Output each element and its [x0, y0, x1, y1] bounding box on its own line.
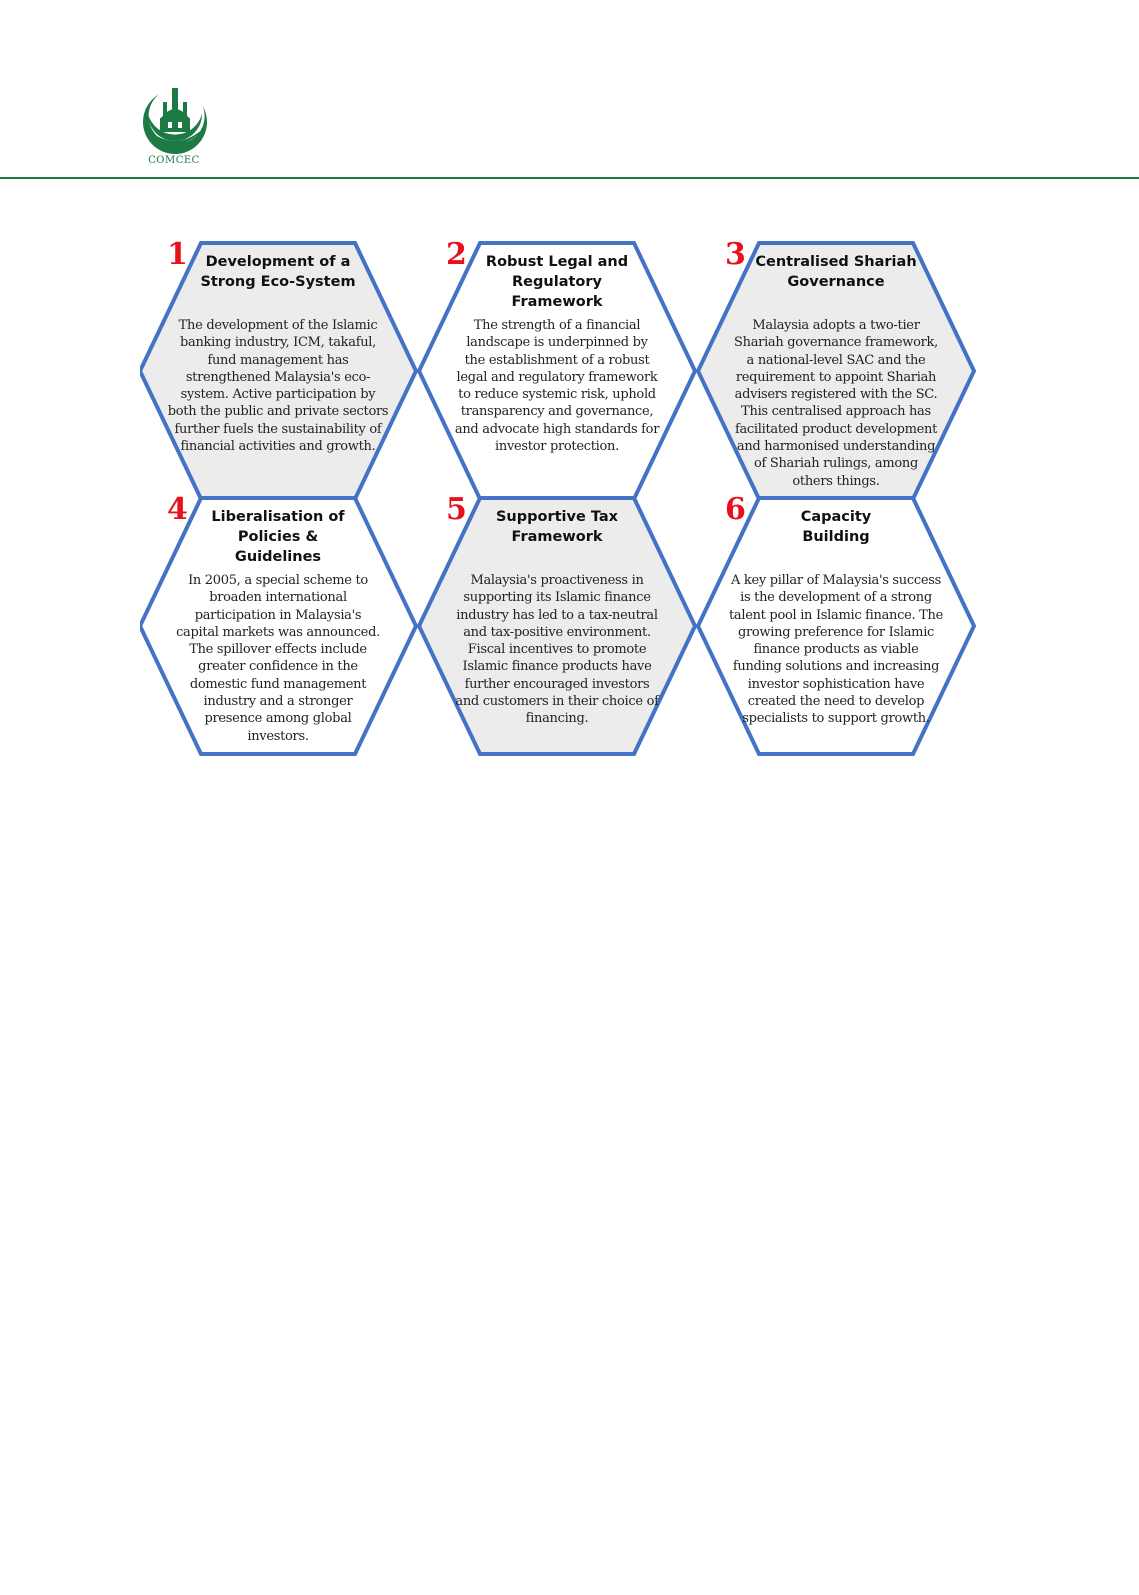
pillar-description-line: and advocate high standards for: [454, 421, 660, 437]
pillar-title-line: Capacity: [800, 509, 872, 525]
pillar-title-line: Framework: [511, 294, 603, 310]
pillar-title-line: Governance: [787, 274, 885, 290]
pillar-description-line: presence among global: [204, 711, 352, 727]
pillar-description: [154, 317, 402, 455]
pillar-description-line: system. Active participation by: [180, 387, 376, 403]
pillar-description-line: capital markets was announced.: [176, 624, 380, 640]
pillar-description-line: growing preference for Islamic: [737, 624, 935, 640]
pillar-description-line: others things.: [792, 473, 880, 489]
pillar-description-line: requirement to appoint Shariah: [735, 369, 937, 385]
pillar-description-line: The spillover effects include: [189, 642, 367, 658]
pillar-description-line: to reduce systemic risk, uphold: [458, 387, 656, 403]
pillar-description-line: transparency and governance,: [460, 404, 654, 420]
pillar-description-line: This centralised approach has: [741, 404, 931, 420]
pillar-description-line: legal and regulatory framework: [456, 369, 658, 385]
pillar-description-line: Malaysia adopts a two-tier: [752, 318, 920, 333]
pillar-title-line: Development of a: [205, 254, 351, 270]
pillar-description: [433, 317, 681, 455]
pillar-description-line: greater confidence in the: [198, 659, 358, 675]
pillar-title: [195, 252, 361, 292]
pillar-title-line: Building: [802, 529, 870, 545]
pillar-description-line: finance products as viable: [753, 642, 919, 658]
pillar-title: [474, 252, 640, 312]
pillar-number: 5: [446, 492, 467, 527]
pillar-title-line: Policies & Guidelines: [234, 529, 322, 565]
pillar-description-line: funding solutions and increasing: [732, 659, 940, 675]
pillar-description: [154, 572, 402, 745]
pillar-number: 2: [446, 237, 467, 272]
pillars-figure: [140, 236, 1000, 774]
pillar-description-line: facilitated product development: [734, 421, 938, 437]
pillar-title: [753, 252, 919, 292]
pillar-description-line: The development of the Islamic: [178, 318, 378, 333]
pillar-title-line: Framework: [511, 529, 603, 545]
pillar-description-line: and tax-positive environment.: [463, 624, 651, 640]
pillar-description-line: created the need to develop: [747, 694, 925, 710]
pillar-description-line: a national-level SAC and the: [746, 352, 926, 368]
pillar-description-line: the establishment of a robust: [464, 352, 650, 368]
pillar-description-line: broaden international: [209, 590, 347, 606]
pillar-title: [753, 507, 919, 547]
pillar-title-line: Supportive Tax: [495, 509, 619, 525]
pillar-description-line: of Shariah rulings, among: [753, 456, 919, 472]
pillar-description-line: Islamic finance products have: [462, 659, 652, 675]
pillar-description-line: fund management has: [207, 352, 349, 368]
pillar-description-line: banking industry, ICM, takaful,: [180, 335, 376, 351]
pillar-description-line: talent pool in Islamic finance. The: [728, 607, 944, 623]
pillar-description: [712, 317, 960, 490]
pillar-title-line: Liberalisation of: [211, 509, 345, 525]
pillar-description-line: both the public and private sectors: [167, 404, 389, 420]
pillar-title: [474, 507, 640, 547]
pillar-title-line: Robust Legal and: [485, 254, 629, 270]
pillar-description-line: Shariah governance framework,: [734, 335, 938, 351]
pillar-description-line: further encouraged investors: [464, 676, 650, 692]
pillar-number: 1: [167, 237, 188, 272]
page-header: [0, 0, 1139, 180]
pillar-description-line: landscape is underpinned by: [466, 335, 648, 351]
pillar-description-line: investor protection.: [495, 439, 619, 455]
pillar-description-line: The strength of a financial: [473, 318, 641, 333]
pillar-title: [195, 507, 361, 567]
pillar-description-line: financing.: [525, 711, 589, 727]
pillar-description-line: investors.: [247, 728, 309, 744]
pillar-description-line: advisers registered with the SC.: [734, 387, 938, 403]
pillar-description-line: further fuels the sustainability of: [174, 421, 382, 437]
pillar-description-line: Malaysia's proactiveness in: [470, 573, 644, 588]
pillar-description-line: participation in Malaysia's: [194, 607, 362, 623]
header-divider: [0, 177, 1139, 179]
pillar-title-line: Regulatory: [512, 274, 602, 290]
pillar-description-line: industry has led to a tax-neutral: [456, 607, 658, 623]
pillar-description-line: industry and a stronger: [203, 694, 353, 710]
pillar-description: [712, 572, 960, 728]
pillar-description-line: strengthened Malaysia's eco-: [185, 369, 371, 385]
pillar-description-line: and harmonised understanding: [736, 439, 936, 455]
pillar-description-line: supporting its Islamic finance: [463, 590, 651, 606]
pillar-title-line: Strong Eco-System: [200, 274, 356, 290]
pillar-description-line: and customers in their choice of: [455, 694, 659, 710]
org-name: COMCEC: [148, 155, 200, 166]
pillar-description-line: financial activities and growth.: [180, 439, 376, 455]
pillar-description-line: A key pillar of Malaysia's success: [731, 573, 941, 588]
pillar-description-line: is the development of a strong: [740, 590, 932, 606]
pillar-description-line: investor sophistication have: [747, 676, 925, 692]
pillar-description-line: domestic fund management: [189, 676, 367, 692]
pillar-title-line: Centralised Shariah: [755, 254, 917, 270]
pillar-description-line: Fiscal incentives to promote: [467, 642, 647, 658]
pillar-number: 6: [725, 492, 746, 527]
pillar-description-line: specialists to support growth.: [742, 711, 930, 727]
pillar-number: 4: [167, 492, 188, 527]
pillar-description-line: In 2005, a special scheme to: [188, 573, 368, 588]
pillar-description: [433, 572, 681, 728]
pillar-number: 3: [725, 237, 746, 272]
